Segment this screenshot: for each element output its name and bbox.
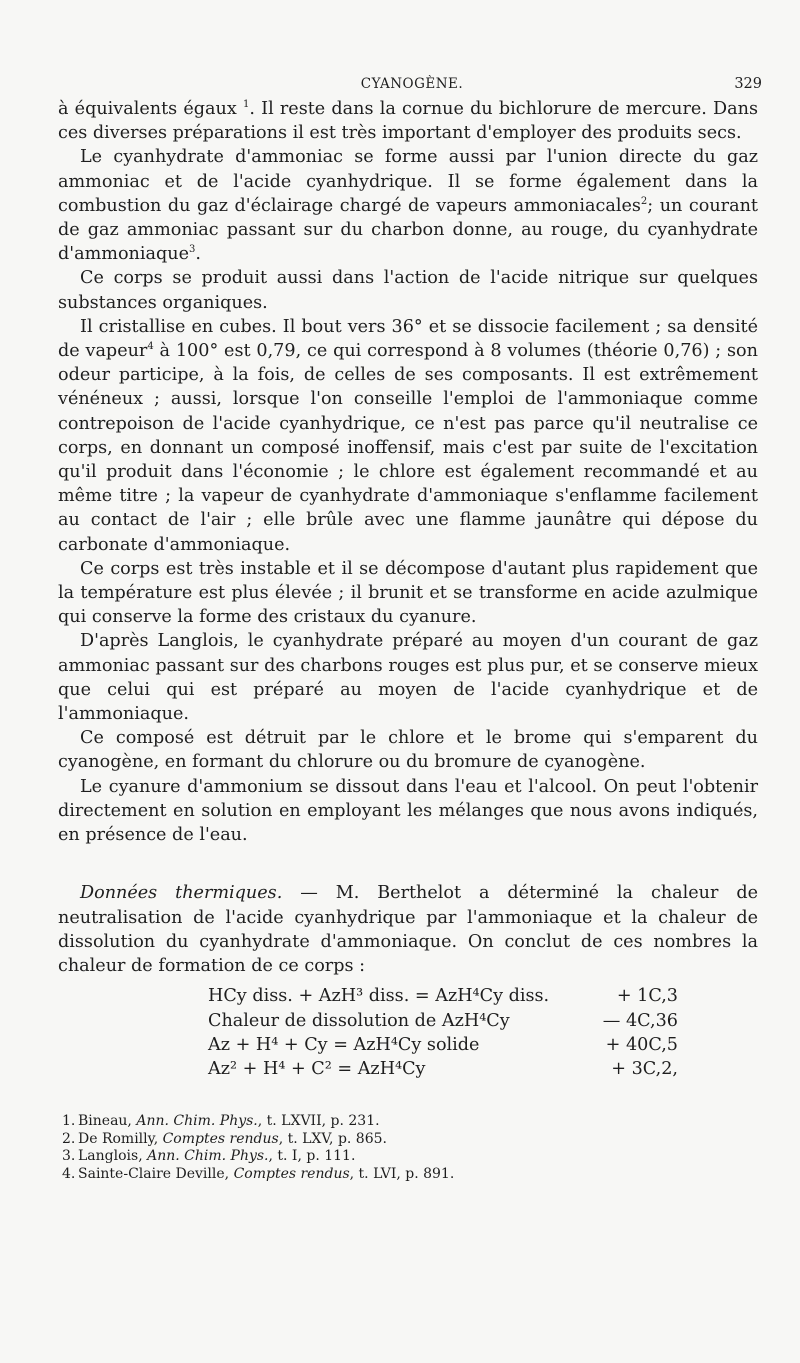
paragraph: Ce corps est très instable et il se décompose d'autant plus rapidement que la température est plus élevée ; il brunit et se transforme en acide azulmique qui conserve la forme des cristaux du cyanure. <box>58 558 758 628</box>
equation-row: Az + H⁴ + Cy = AzH⁴Cy solide + 40C,5 <box>208 1034 678 1055</box>
page-header <box>62 74 762 96</box>
paragraph: Ce composé est détruit par le chlore et le brome qui s'emparent du cyanogène, en formant du chlorure ou du bromure de cyanogène. <box>58 728 758 773</box>
running-title: CYANOGÈNE. <box>360 76 464 92</box>
thermo-paragraph: Données thermiques. — M. Berthelot a déterminé la chaleur de neutralisation de l'acide cyanhydrique par l'ammoniaque et la chaleur de dissolution du cyanhydrate d'ammoniaque. On conclut de ces nombres la chaleur de formation de ce corps : <box>58 883 759 976</box>
paragraph: Ce corps se produit aussi dans l'action de l'acide nitrique sur quelques substances organiques. <box>58 268 758 313</box>
footnote-ref: 3 <box>189 244 196 256</box>
paragraph: Il cristallise en cubes. Il bout vers 36° et se dissocie facilement ; sa densité de vapeur$^4$ à 100° est 0,79, ce qui correspond à 8 volumes (théorie 0,76) ; son odeur participe, à la fois, de celles de ses composants. Il est extrêmement vénéneux ; aussi, lorsque l'on conseille l'emploi de l'ammoniaque comme contrepoison de l'acide cyanhydrique, ce n'est pas parce qu'il neutralise ce corps, en donnant un composé inoffensif, mais c'est par suite de l'excitation qu'il produit dans l'économie ; le chlore est également recommandé et au même titre ; la vapeur de cyanhydrate d'ammoniaque s'enflamme facilement au contact de l'air ; elle brûle avec une flamme jaunâtre qui dépose du carbonate d'ammoniaque. <box>58 316 758 555</box>
equation-row: Az² + H⁴ + C² = AzH⁴Cy + 3C,2, <box>208 1059 678 1080</box>
footnote: 4. Sainte-Claire Deville, Comptes rendus, t. LVI, p. 891. <box>62 1165 455 1182</box>
equation-row: Chaleur de dissolution de AzH⁴Cy — 4C,36 <box>208 1010 678 1031</box>
equation-row: HCy diss. + AzH³ diss. = AzH⁴Cy diss. + 1C,3 <box>208 986 678 1007</box>
page-number: 329 <box>734 76 762 92</box>
footnote: 3. Langlois, Ann. Chim. Phys., t. I, p. 111. <box>62 1148 356 1164</box>
equations <box>208 984 678 1082</box>
paragraph: Le cyanure d'ammonium se dissout dans l'eau et l'alcool. On peut l'obtenir directement en solution en employant les mélanges que nous avons indiqués, en présence de l'eau. <box>58 776 758 846</box>
paragraph: D'après Langlois, le cyanhydrate préparé au moyen d'un courant de gaz ammoniac passant sur des charbons rouges est plus pur, et se conserve mieux que celui qui est préparé au moyen de l'acide cyanhydrique et de l'ammoniaque. <box>58 631 758 725</box>
footnote: 1. Bineau, Ann. Chim. Phys., t. LXVII, p. 231. <box>62 1113 380 1129</box>
footnote-ref: 2 <box>640 195 648 207</box>
paragraph: à équivalents égaux $^1$. Il reste dans la cornue du bichlorure de mercure. Dans ces diverses préparations il est très important d'employer des produits secs. <box>58 99 758 144</box>
footnote-ref: 4 <box>147 341 154 353</box>
section-title: Données thermiques. <box>80 883 283 904</box>
paragraph: Le cyanhydrate d'ammoniac se forme aussi par l'union directe du gaz ammoniac et de l'acide cyanhydrique. Il se forme également dans la combustion du gaz d'éclairage chargé de vapeurs ammoniacales$^2$; un courant de gaz ammoniac passant sur du charbon donne, au rouge, du cyanhydrate d'ammoniaque$^3$. <box>58 147 758 265</box>
footnote-ref: 1 <box>242 99 250 111</box>
footnote: 2. De Romilly, Comptes rendus, t. LXV, p. 865. <box>62 1130 387 1147</box>
body-text <box>58 97 758 1082</box>
footnotes <box>62 1113 454 1183</box>
